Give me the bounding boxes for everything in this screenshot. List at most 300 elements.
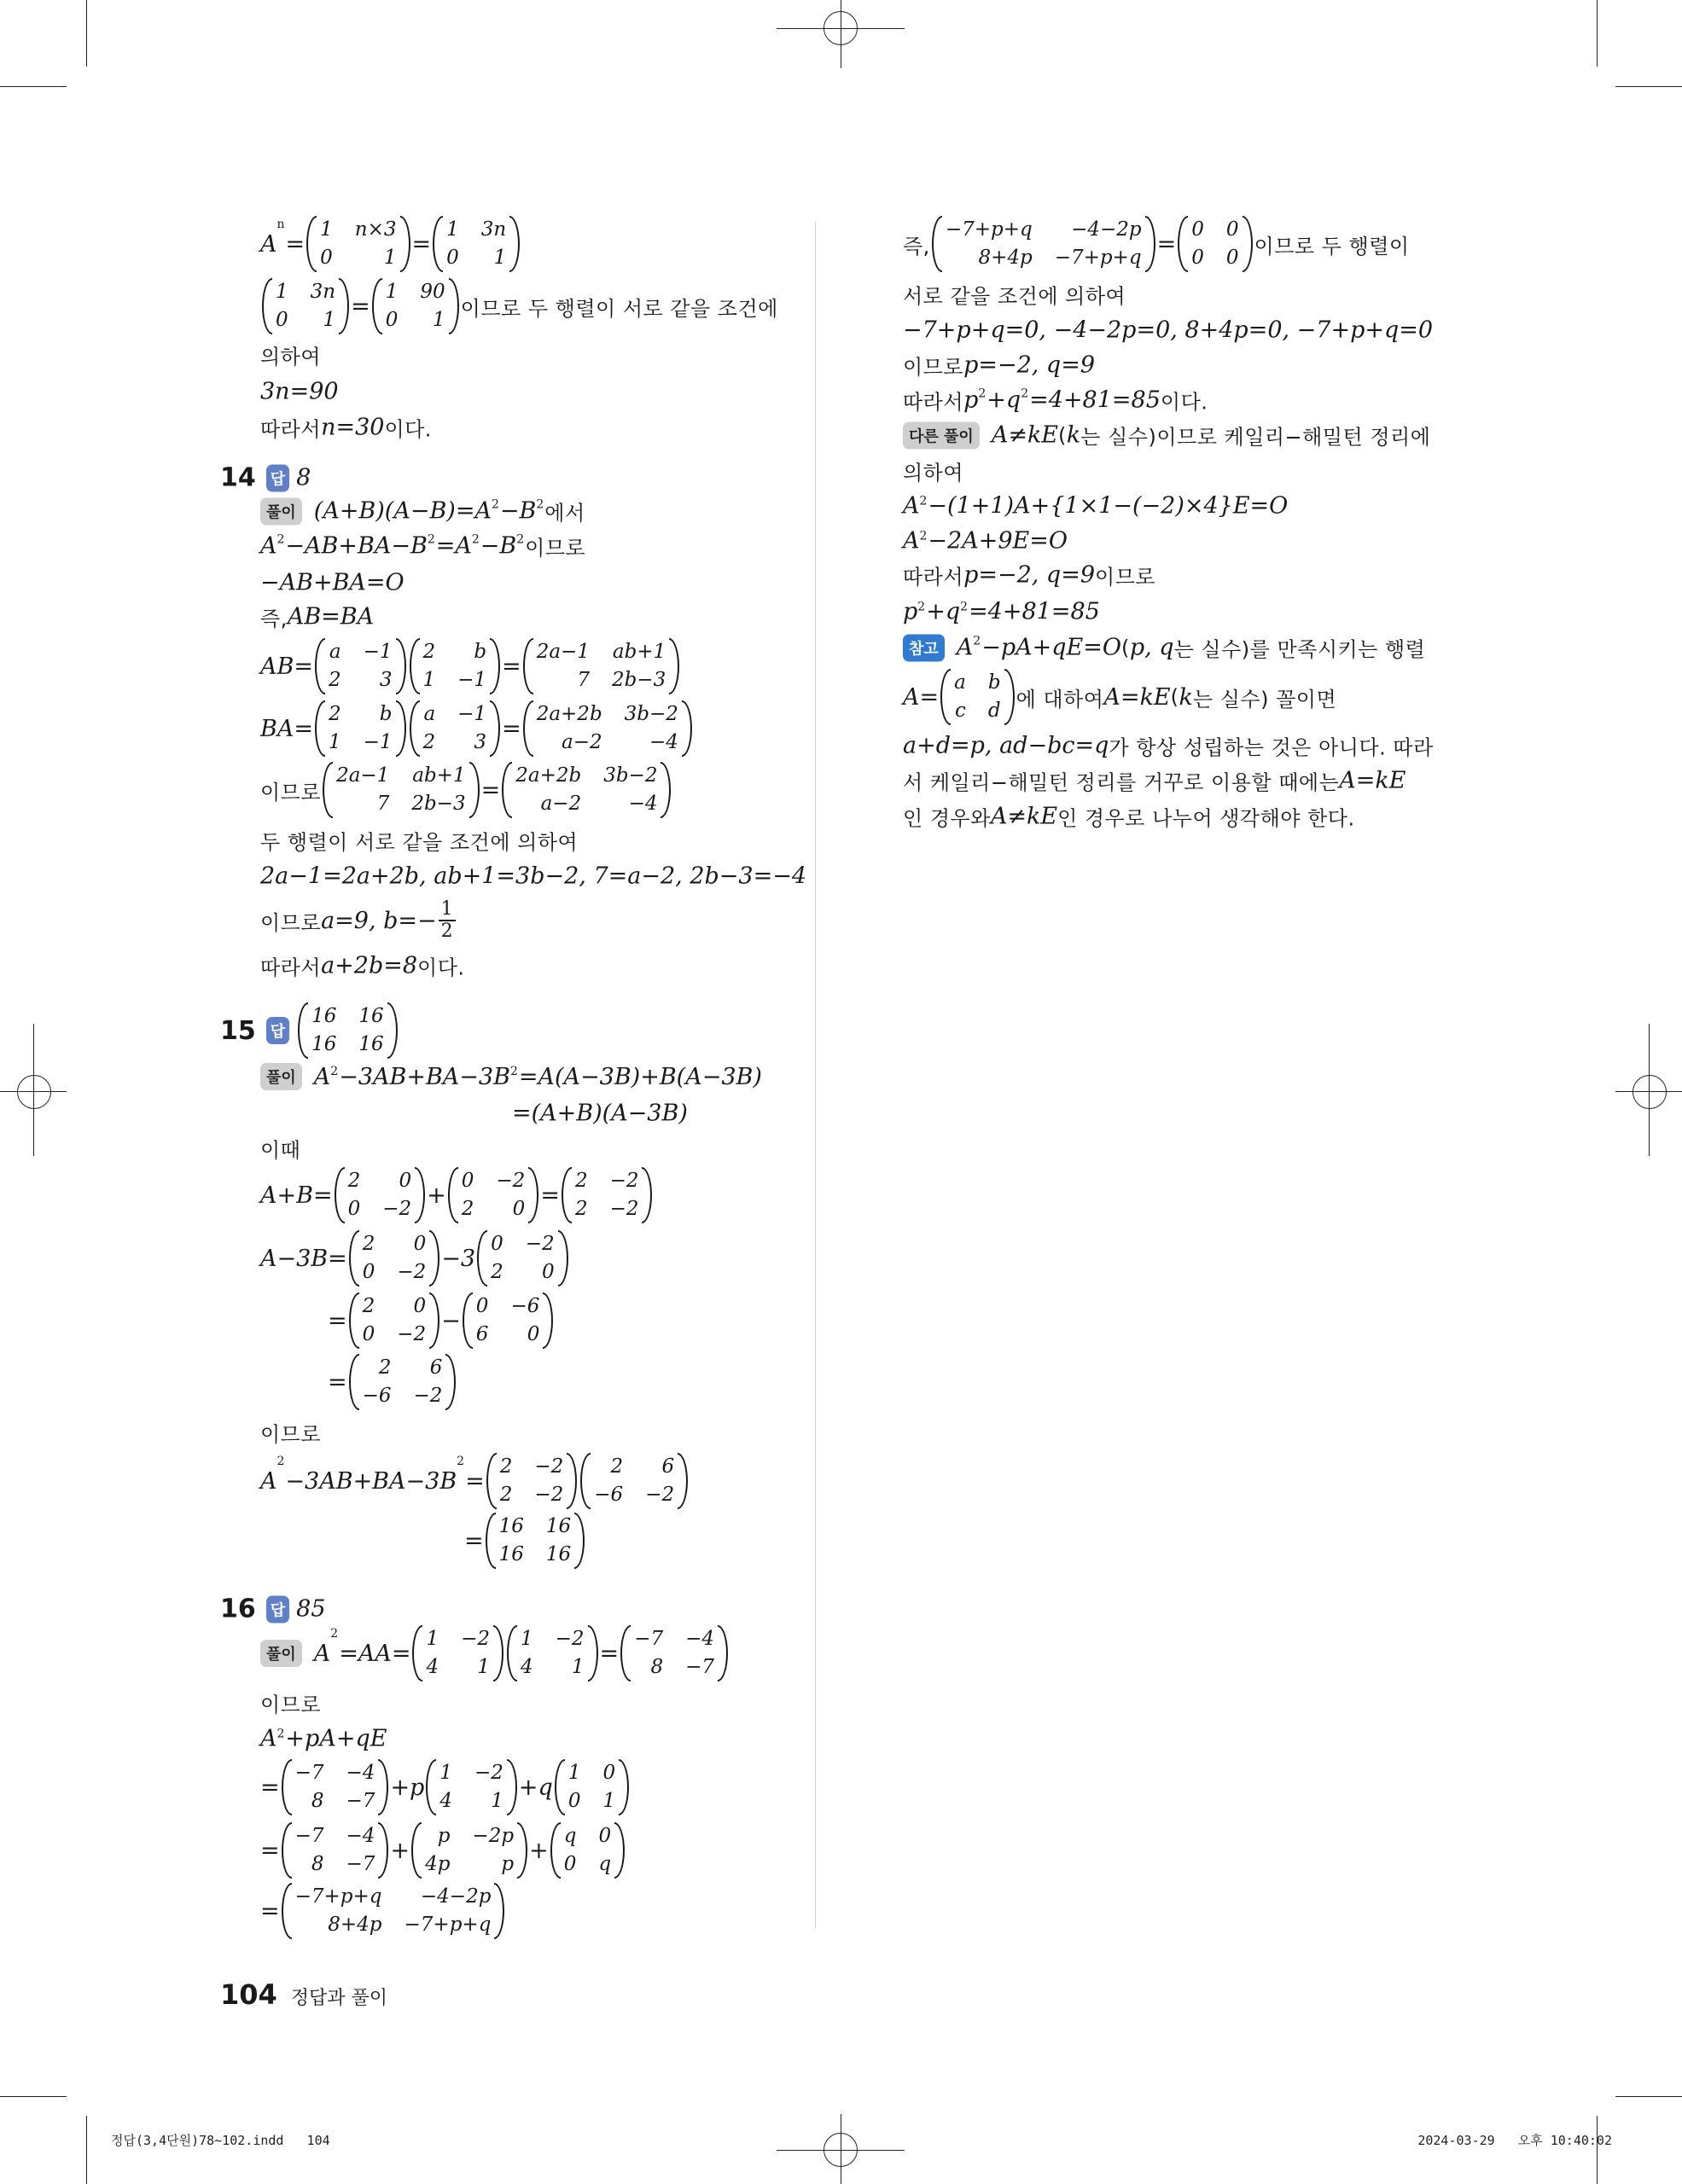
matrix-cell: 1 [567,1762,581,1784]
solution-line [260,1134,300,1164]
matrix-cell: −4−2p [420,1885,492,1908]
matrix-cell: 0 [347,1198,361,1220]
korean-text: 따라서 [260,956,322,980]
matrix-cell: 1 [323,309,336,331]
korean-text: 두 행렬이 서로 같을 조건에 의하여 [260,830,579,855]
korean-text: 즉, [260,607,288,631]
matrix-cell: 0 [276,309,288,331]
math-expression: −(1+1)A+{1×1−(−2)×4}E=O [928,492,1289,520]
matrix-grid [292,1822,379,1879]
matrix-cell: −6 [594,1484,624,1506]
solution-line [903,493,1288,520]
right-paren [445,1354,456,1410]
matrix-cell: 2 [362,1233,375,1255]
matrix-grid [317,216,399,272]
matrix [410,700,501,757]
right-paren [558,1230,568,1287]
matrix-grid [359,1354,446,1410]
math-expression: +q [987,386,1021,414]
right-paren [543,1292,553,1349]
matrix-cell: 1 [276,281,288,303]
matrix-cell: 1 [439,1762,452,1784]
matrix-grid [292,1759,379,1815]
print-file-name: 정답(3,4단원)78~102.indd 104 [111,2133,330,2148]
matrix-cell: p [437,1825,451,1847]
label-badge: 참고 [903,634,945,661]
crop-mark [1597,2116,1598,2184]
korean-text: ( [1170,685,1179,709]
matrix [282,1759,389,1815]
korean-text: 이다. [1160,390,1208,415]
matrix-cell: −7 [685,1656,714,1678]
matrix [411,1822,527,1879]
matrix-cell: d [987,700,1001,722]
math-expression: −2A+9E=O [928,527,1068,555]
solution-line [260,1883,506,1939]
left-paren [282,1759,292,1815]
right-paren [429,1292,439,1349]
matrix-cell: 16 [311,1005,337,1027]
superscript: 2 [491,497,499,512]
matrix-cell: 6 [429,1356,443,1379]
problem-14-header [220,463,311,493]
label-badge: 다른 풀이 [903,421,980,449]
matrix [562,1167,653,1223]
left-paren [410,638,420,694]
matrix-cell: −2 [397,1323,427,1345]
alternative-solution-line [903,421,1430,450]
math-expression: A+B= [260,1182,333,1209]
left-paren [315,700,325,757]
matrix-cell: −2 [609,1198,639,1220]
math-expression: + [529,1837,549,1864]
matrix-cell: 2 [574,1170,588,1192]
right-paren [678,1453,688,1509]
matrix [315,638,406,694]
right-paren [509,216,520,272]
matrix-cell: 0 [461,1170,474,1192]
matrix-cell: 2 [422,731,436,753]
math-expression: −3 [441,1245,476,1272]
left-paren [523,700,533,757]
matrix-grid [1188,216,1242,272]
matrix-cell: 16 [498,1515,524,1537]
matrix-cell: 2 [378,1356,392,1379]
matrix-cell: −2 [609,1170,639,1192]
math-expression: p [963,386,979,414]
matrix-cell: q [598,1853,612,1875]
matrix-cell: a [954,671,966,694]
matrix-cell: −4 [628,793,658,815]
matrix-cell: −7 [346,1790,375,1812]
solution-line [903,561,1155,590]
crop-mark [0,86,67,87]
matrix-cell: 8 [311,1853,324,1875]
matrix-cell: 0 [1191,247,1204,269]
left-paren [1178,216,1188,272]
note-line [903,731,1434,761]
matrix-cell: 1 [491,1790,503,1812]
matrix-cell: c [954,700,966,722]
korean-text: ( [1120,636,1130,659]
matrix-cell: 0 [567,1790,581,1812]
math-expression: −3AB+BA−3B [285,1467,457,1495]
right-paren [517,1822,527,1879]
matrix [426,1759,517,1815]
solution-line [903,216,1410,272]
solution-line [260,899,457,942]
matrix-cell: −2 [413,1385,443,1407]
matrix-cell: −4 [649,731,678,753]
print-timestamp: 2024-03-29 오후 10:40:02 [1417,2133,1612,2148]
right-paren [339,278,349,334]
right-paren [449,278,459,334]
korean-text: 이때 [260,1138,301,1163]
superscript: 2 [330,1627,339,1641]
right-paren [718,1625,728,1682]
matrix-grid [517,1625,588,1682]
math-expression: A [313,1063,331,1090]
math-expression: = [1156,230,1177,258]
left-paren [463,1292,473,1349]
matrix [433,216,520,272]
math-expression: = [328,1368,347,1396]
superscript: n [276,218,285,231]
right-paren [396,700,406,757]
matrix-cell: 16 [545,1543,572,1565]
matrix-cell: 4 [439,1790,452,1812]
math-expression: A [260,532,277,560]
page-footer [220,1978,387,2011]
label-badge: 풀이 [260,1640,302,1667]
matrix [412,1625,503,1682]
solution-line [903,456,963,486]
matrix-grid [420,700,491,757]
matrix-grid [561,1822,614,1879]
crop-mark [1615,86,1682,87]
korean-text: 이므로 [1095,565,1156,590]
matrix-cell: −2 [555,1628,585,1650]
superscript: 2 [536,497,544,512]
math-expression: = [260,1774,280,1801]
solution-line [260,1063,762,1090]
solution-line [512,1101,688,1127]
math-expression: = [464,1527,484,1554]
matrix-cell: −2 [645,1484,675,1506]
matrix-grid [512,762,661,818]
matrix-cell: −2 [382,1198,412,1220]
matrix [282,1883,505,1939]
math-expression: a=9, b=− [321,907,437,934]
matrix-cell: −7+p+q [945,218,1033,241]
matrix-cell: 0 [1225,218,1239,241]
math-expression: 3n=90 [260,378,339,405]
matrix-cell: −2 [474,1762,503,1784]
matrix-cell: 1 [477,1656,490,1678]
right-paren [1004,669,1015,725]
left-paren [410,700,420,757]
matrix-cell: b [987,671,1001,694]
math-expression: k [1179,683,1193,711]
solution-line [260,700,694,757]
left-paren [282,1883,292,1939]
solution-line [260,570,404,596]
superscript: 2 [276,1455,285,1468]
solution-line [260,1625,730,1682]
matrix-cell: 1 [426,1628,439,1650]
matrix-cell: −1 [363,641,393,663]
right-paren [396,638,406,694]
matrix-grid [420,638,491,694]
matrix-cell: ab+1 [612,641,666,663]
matrix-grid [631,1625,718,1682]
matrix-cell: 2a−1 [536,641,590,663]
matrix-cell: 2 [574,1198,588,1220]
matrix-cell: 2 [499,1455,513,1478]
superscript: 2 [960,600,969,614]
matrix-cell: 2 [499,1484,513,1506]
korean-text: 이므로 [260,1693,322,1717]
answer-badge: 답 [266,464,289,491]
korean-text: 서 케일리−해밀턴 정리를 거꾸로 이용할 때에는 [903,770,1340,795]
korean-text: ( [1058,423,1067,447]
left-paren [323,762,333,818]
crop-mark [86,0,87,67]
matrix-cell: −7 [294,1762,324,1784]
math-expression: A≠kE [991,421,1059,449]
solution-line [260,863,806,890]
korean-text: 가 항상 성립하는 것은 아니다. 따라 [1109,735,1434,760]
matrix-grid [345,1167,416,1223]
math-expression: = [260,1897,280,1925]
matrix-cell: −4 [346,1825,375,1847]
matrix-cell: −2 [534,1484,564,1506]
page-number: 104 [220,1978,277,2011]
matrix-cell: 1 [383,247,397,269]
left-paren [620,1625,631,1682]
korean-text: 에 대하여 [1016,687,1104,712]
matrix [523,638,680,694]
matrix-cell: 1 [433,309,445,331]
matrix-cell: a−2 [562,731,602,753]
superscript: 2 [276,1727,285,1741]
crop-mark [0,2096,67,2097]
matrix-cell: 0 [385,309,399,331]
note-line [903,802,1355,832]
korean-text: 는 실수)이므로 케일리−해밀턴 정리에 [1080,425,1431,450]
math-expression: A−3B= [260,1245,347,1272]
matrix-cell: 1 [320,218,333,241]
matrix-cell: 3b−2 [624,703,678,725]
matrix-cell: 0 [362,1261,375,1283]
matrix-cell: 2 [610,1455,624,1478]
math-expression: +p [390,1774,425,1801]
math-expression: A= [903,683,940,711]
matrix [502,762,671,818]
matrix [315,700,406,757]
right-paren [614,1822,625,1879]
math-expression: + [390,1837,410,1864]
solution-line [464,1513,586,1569]
math-expression: AB= [260,653,313,680]
matrix-grid [565,1759,619,1815]
superscript: 2 [471,532,480,547]
problem-number: 14 [220,462,256,493]
matrix-grid [942,216,1145,272]
matrix-cell: −7+p+q [1054,247,1142,269]
right-paren [429,1230,439,1287]
math-expression: =4+81=85 [969,598,1100,625]
matrix-cell: 1 [446,218,459,241]
korean-text: 이므로 [525,536,586,561]
column-divider [815,222,816,1928]
matrix-grid [422,1822,517,1879]
superscript: 2 [516,532,525,547]
matrix-grid [422,1625,493,1682]
superscript: 2 [330,1065,339,1078]
matrix-cell: 1 [521,1628,533,1650]
matrix-cell: −1 [363,731,393,753]
left-paren [448,1167,458,1223]
matrix-cell: 0 [598,1825,612,1847]
right-paren [1243,216,1253,272]
korean-text: 인 경우와 [903,806,991,831]
matrix-grid [458,1167,529,1223]
left-paren [315,638,325,694]
korean-text: 이므로 [260,780,322,804]
matrix-cell: 0 [413,1295,427,1317]
left-paren [372,278,382,334]
matrix [477,1230,568,1287]
math-expression: = [351,293,370,320]
matrix-cell: 1 [602,1790,616,1812]
matrix-cell: b [379,703,393,725]
superscript: 2 [973,634,981,648]
right-paren [661,762,671,818]
matrix-grid [436,1759,507,1815]
matrix-cell: 0 [512,1198,526,1220]
matrix-cell: 4 [426,1656,439,1678]
matrix [306,216,410,272]
math-expression: p, q [1129,634,1174,661]
korean-text: 따라서 [903,390,964,415]
matrix-cell: 2b−3 [611,669,666,691]
matrix-cell: 2 [328,703,341,725]
solution-line [903,386,1208,415]
right-paren [490,638,500,694]
right-paren [400,216,410,272]
matrix-cell: −2 [534,1455,564,1478]
matrix [507,1625,598,1682]
math-expression: a+d=p, ad−bc=q [903,732,1109,759]
right-paren [574,1513,585,1569]
solution-line [260,379,339,405]
matrix-cell: a [423,703,436,725]
korean-text: 이므로 두 행렬이 서로 같을 조건에 [460,296,778,321]
math-expression: =A [435,532,472,560]
matrix-grid [308,1002,387,1059]
korean-text: 는 실수)를 만족시키는 행렬 [1173,637,1426,662]
math-expression: A [903,492,920,520]
crop-mark [1615,2096,1682,2097]
right-paren [490,700,500,757]
left-paren [411,1822,422,1879]
math-expression: =AA= [339,1640,411,1667]
solution-line [903,351,1095,380]
matrix-cell: a−2 [540,793,582,815]
matrix-cell: 16 [358,1005,384,1027]
matrix-cell: 90 [420,281,445,303]
matrix-cell: 1 [328,731,341,753]
matrix-grid [572,1167,643,1223]
math-expression: A [313,1640,331,1667]
left-paren [433,216,443,272]
korean-text: 따라서 [260,417,322,442]
matrix-cell: a [329,641,341,663]
right-paren [642,1167,652,1223]
solution-line [260,340,321,370]
math-expression: −3AB+BA−3B [339,1063,510,1090]
matrix [940,669,1014,725]
matrix [282,1822,389,1879]
matrix [448,1167,539,1223]
matrix [410,638,501,694]
matrix-cell: 1 [571,1656,585,1678]
matrix-grid [325,700,396,757]
matrix-cell: 8+4p [328,1914,382,1936]
solution-line [260,531,585,561]
answer-badge: 답 [266,1595,289,1623]
matrix [580,1453,688,1509]
left-paren [940,669,951,725]
matrix-cell: 8 [650,1656,664,1678]
matrix-cell: −2p [472,1825,515,1847]
matrix-grid [272,278,339,334]
solution-line [260,638,681,694]
math-expression: −pA+qE=O [981,634,1121,661]
math-expression: = [465,1467,485,1495]
left-paren [523,638,533,694]
solution-line [260,413,432,443]
math-expression: (A+B)(A−B)=A [313,497,492,525]
math-expression: 85 [296,1595,326,1623]
matrix-cell: p [501,1853,515,1875]
matrix-cell: −6 [510,1295,540,1317]
matrix-cell: −7 [634,1628,664,1650]
solution-line [260,497,585,526]
matrix-cell: 8+4p [978,247,1033,269]
math-expression: =A(A−3B)+B(A−3B) [518,1063,762,1090]
matrix-cell: 3 [474,731,487,753]
left-paren [282,1822,292,1879]
matrix-cell: 0 [362,1323,375,1345]
matrix-grid [473,1292,544,1349]
right-paren [619,1759,629,1815]
right-paren [507,1759,517,1815]
matrix-cell: −4 [685,1628,714,1650]
solution-line [260,1688,321,1718]
right-paren [669,638,679,694]
fraction [439,899,456,942]
matrix-grid [591,1453,678,1509]
matrix-cell: −7 [294,1825,324,1847]
math-expression: + [427,1182,446,1209]
superscript: 2 [917,600,926,614]
matrix [932,216,1155,272]
math-expression: −B [499,497,537,525]
matrix-cell: 2 [422,641,436,663]
matrix-cell: 16 [498,1543,524,1565]
